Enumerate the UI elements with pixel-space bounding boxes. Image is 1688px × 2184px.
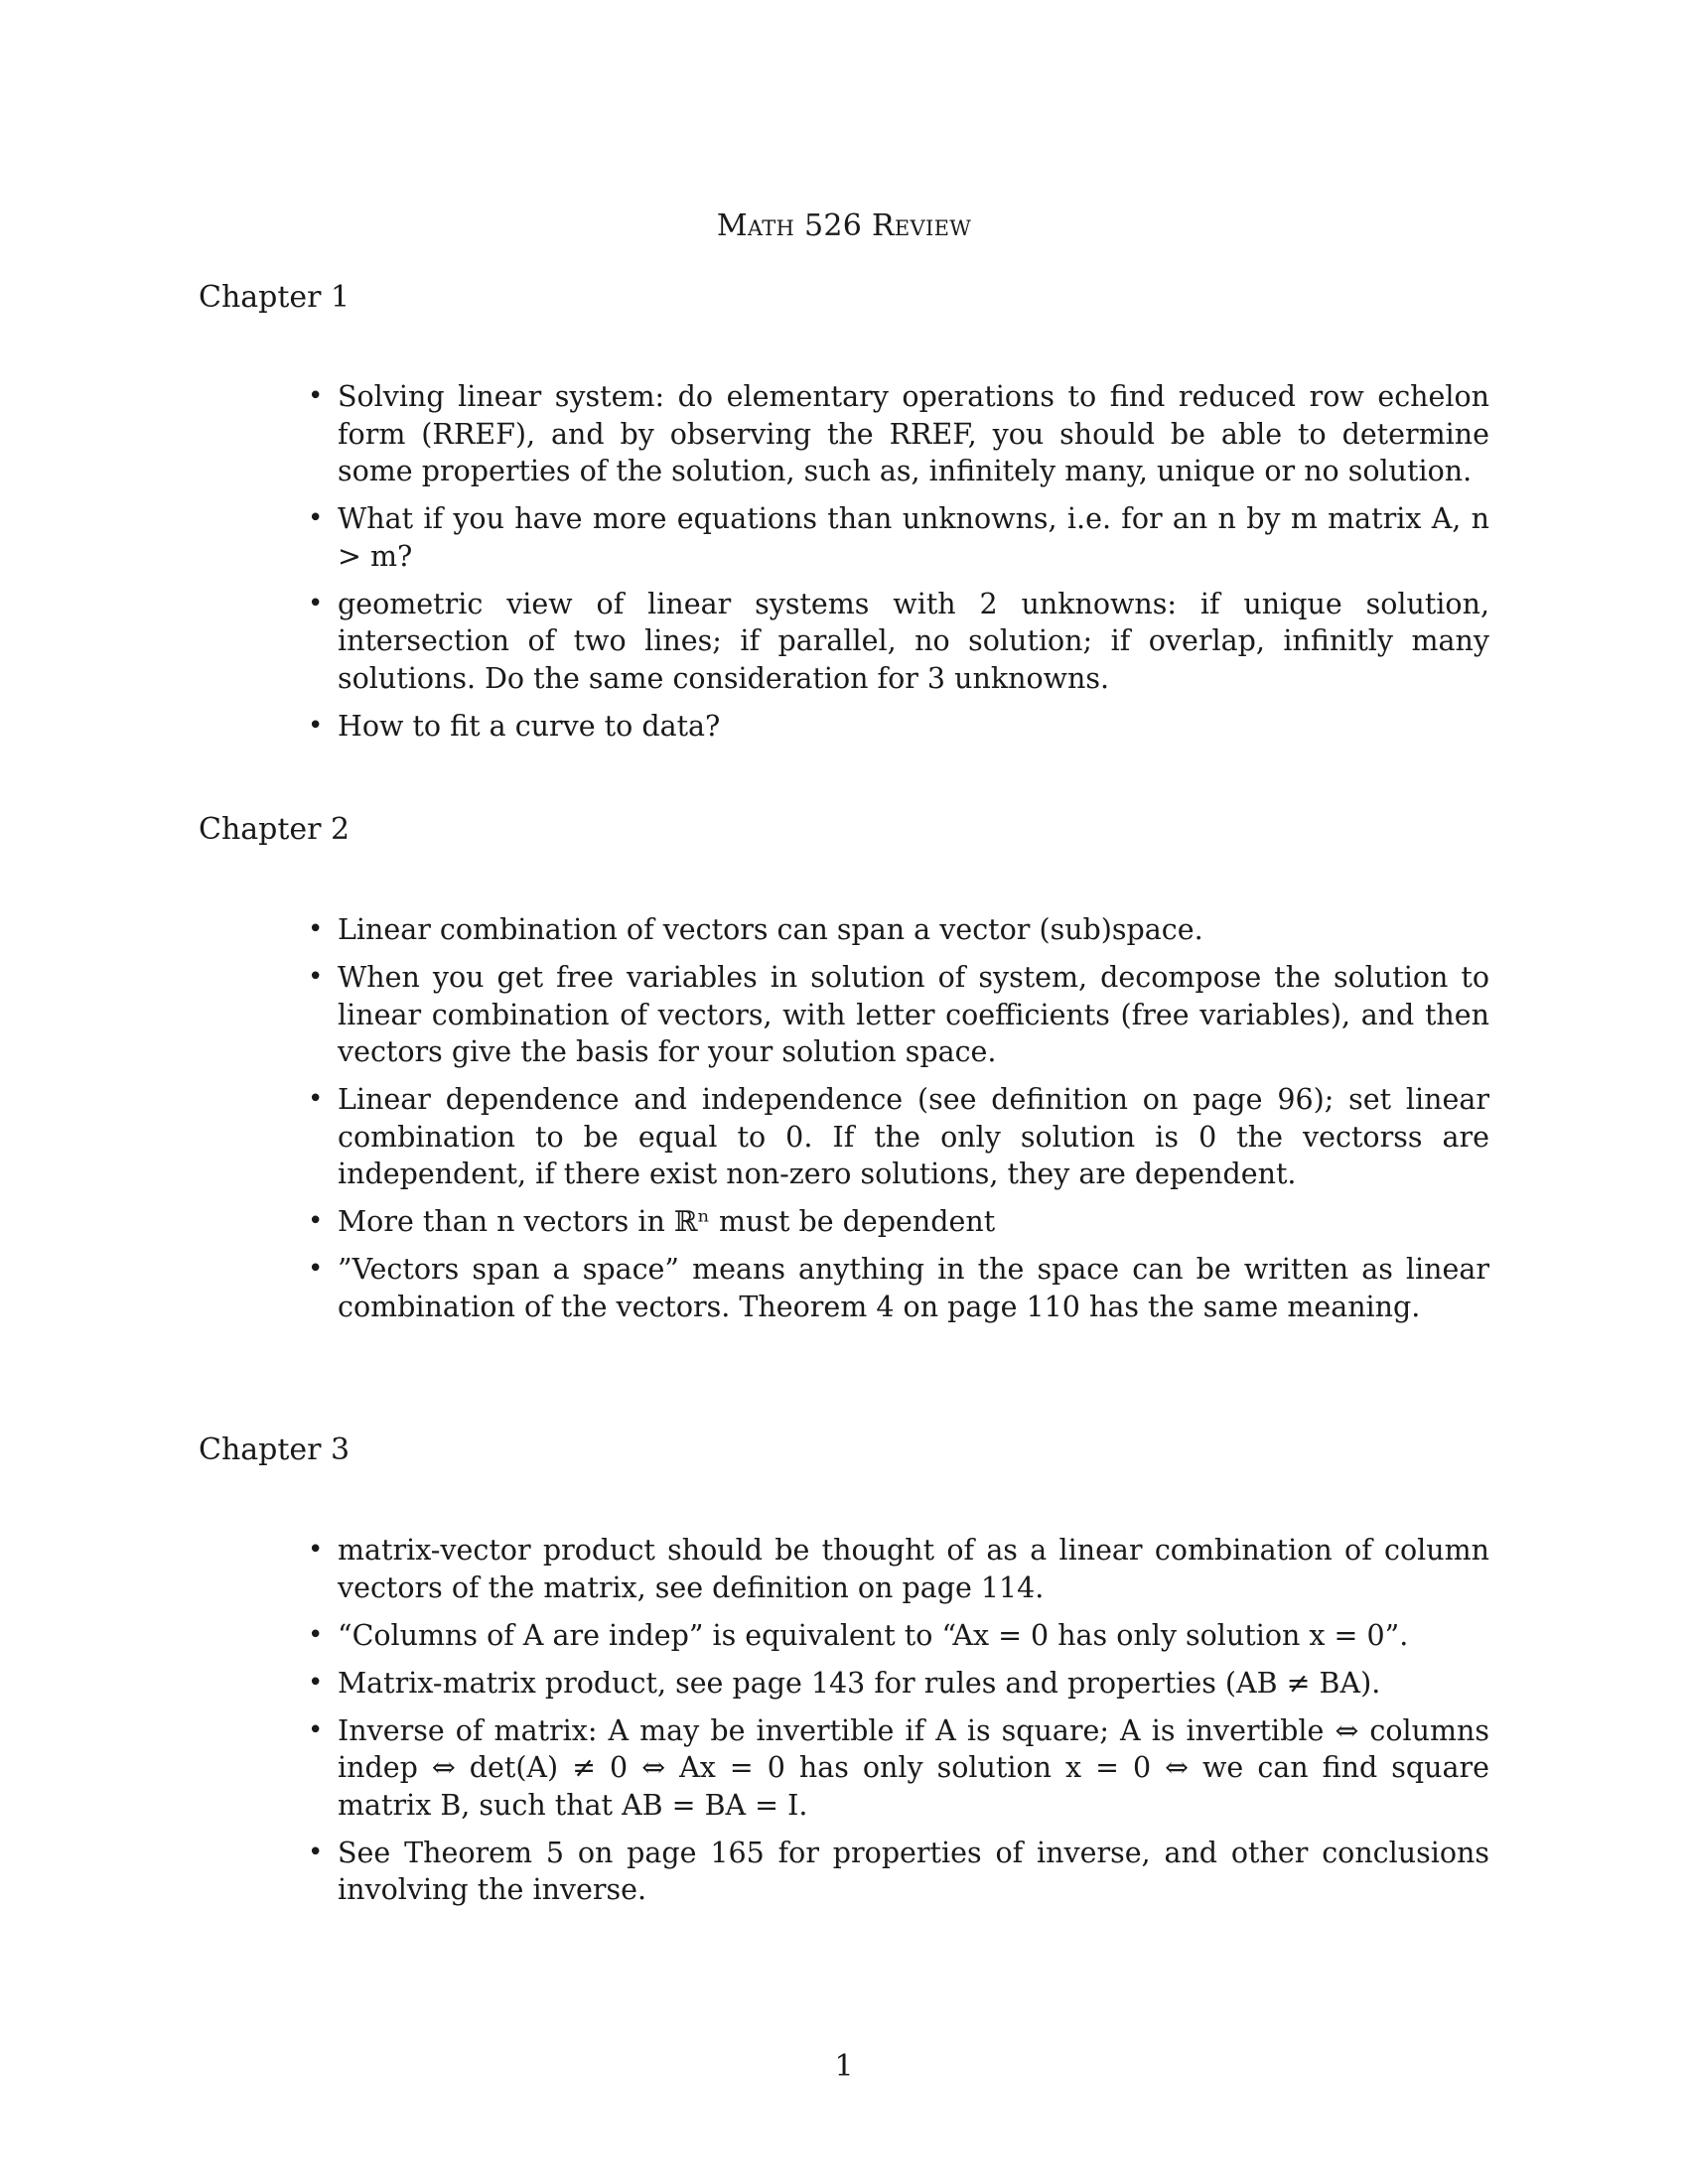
bullet-icon: •	[308, 1535, 324, 1565]
list-item: • See Theorem 5 on page 165 for properties of inverse, and other conclusions involving the inverse.	[308, 1836, 1489, 1906]
list-item: • When you get free variables in solution of system, decompose the solution to linear combination of vectors, with letter coefficients (free variables), and then vectors give the basis for your solution space.	[308, 961, 1489, 1068]
bullet-icon: •	[308, 381, 324, 411]
chapter-3-list	[308, 1532, 1489, 1919]
bullet-icon: •	[308, 1619, 324, 1650]
bullet-icon: •	[308, 1667, 324, 1698]
section-heading-chapter-1: Chapter 1	[199, 280, 351, 315]
page-number: 1	[834, 2049, 854, 2084]
list-item: • Inverse of matrix: A may be invertible if A is square; A is invertible ⇔ columns indep ⇔ det(A) ≠ 0 ⇔ Ax = 0 has only solution x = 0 ⇔ we can find square matrix B, such that AB = BA = I.	[308, 1713, 1489, 1822]
bullet-icon: •	[308, 1714, 324, 1745]
list-item: • matrix-vector product should be thought of as a linear combination of column vectors of the matrix, see definition on page 114.	[308, 1534, 1489, 1604]
list-item: • Matrix-matrix product, see page 143 for rules and properties (AB ≠ BA).	[338, 1665, 1489, 1703]
bullet-icon: •	[308, 588, 324, 618]
bullet-icon: •	[308, 1254, 324, 1284]
bullet-icon: •	[308, 710, 324, 741]
chapter-1-list	[308, 378, 1489, 755]
list-item: • Solving linear system: do elementary operations to find reduced row echelon form (RREF), and by observing the RREF, you should be able to determine some properties of the solution, such as, infinitely many, unique or no solution.	[308, 380, 1489, 487]
section-heading-chapter-3: Chapter 3	[199, 1433, 351, 1467]
list-item: • “Columns of A are indep” is equivalent to “Ax = 0 has only solution x = 0”.	[338, 1617, 1489, 1655]
list-item: • More than n vectors in ℝⁿ must be dependent	[338, 1203, 1489, 1241]
chapter-2-list	[308, 911, 1489, 1336]
bullet-icon: •	[308, 1084, 324, 1114]
bullet-icon: •	[308, 962, 324, 992]
list-item: • How to fit a curve to data?	[338, 708, 1489, 746]
list-item: • Linear combination of vectors can span a vector (sub)space.	[338, 911, 1489, 949]
list-item: • What if you have more equations than unknowns, i.e. for an n by m matrix A, n > m?	[308, 502, 1489, 573]
bullet-icon: •	[308, 503, 324, 533]
bullet-icon: •	[308, 914, 324, 944]
section-heading-chapter-2: Chapter 2	[199, 812, 351, 847]
bullet-icon: •	[308, 1837, 324, 1867]
list-item: • Linear dependence and independence (see definition on page 96); set linear combination to be equal to 0. If the only solution is 0 the vectorss are independent, if there exist non-zero solutions, they are dependent.	[308, 1083, 1489, 1190]
list-item: • geometric view of linear systems with 2 unknowns: if unique solution, intersection of two lines; if parallel, no solution; if overlap, infinitly many solutions. Do the same consideration for 3 unknowns.	[308, 587, 1489, 695]
document-title: Math 526 Review	[716, 208, 972, 243]
bullet-icon: •	[308, 1206, 324, 1236]
list-item: • ”Vectors span a space” means anything in the space can be written as linear combination of the vectors. Theorem 4 on page 110 has the same meaning.	[308, 1253, 1489, 1323]
